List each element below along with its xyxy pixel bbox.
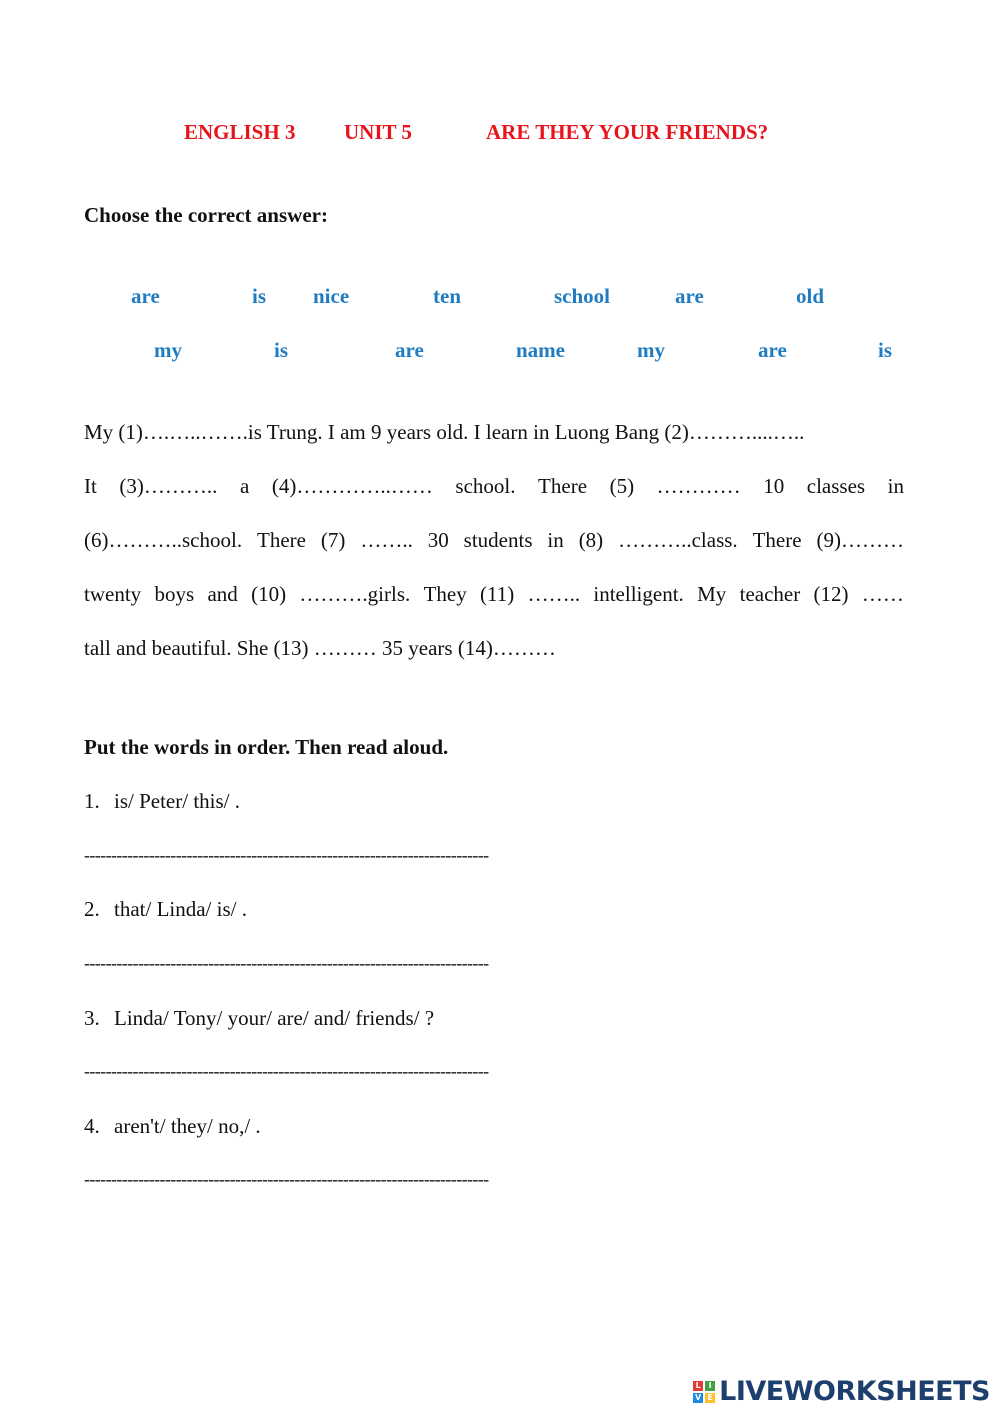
paragraph-word: (10) xyxy=(251,582,287,606)
paragraph-word: twenty xyxy=(84,582,142,606)
item-words: is/ Peter/ this/ . xyxy=(114,789,240,813)
word-bank-word: are xyxy=(395,338,424,362)
paragraph-word: in xyxy=(887,474,904,498)
logo-text: LIVEWORKSHEETS xyxy=(719,1376,990,1407)
word-bank-word: nice xyxy=(313,284,350,308)
liveworksheets-logo-icon xyxy=(693,1381,715,1403)
paragraph-word: There xyxy=(257,528,306,552)
paragraph-word: (12) xyxy=(813,582,849,606)
word-bank-word: name xyxy=(516,338,565,362)
paragraph-word: ………… xyxy=(656,474,741,498)
paragraph-word: students xyxy=(463,528,533,552)
word-bank-word: is xyxy=(878,338,893,362)
word-bank-word: ten xyxy=(433,284,461,308)
answer-line[interactable]: --------------------------------------------------------------------------- xyxy=(84,1061,489,1081)
paragraph-word: (5) xyxy=(609,474,635,498)
paragraph-word: …….. xyxy=(527,582,581,606)
paragraph-word: school. xyxy=(455,474,516,498)
paragraph-word: They xyxy=(423,582,467,606)
logo-square-icon: L xyxy=(693,1381,703,1391)
answer-line[interactable]: --------------------------------------------------------------------------- xyxy=(84,845,489,865)
paragraph-word: 30 xyxy=(427,528,449,552)
paragraph-word: (6)………..school. xyxy=(84,528,243,552)
unit-title: UNIT 5 xyxy=(344,120,412,144)
paragraph-word: classes xyxy=(806,474,866,498)
word-bank-word: my xyxy=(154,338,182,362)
order-item xyxy=(84,897,247,922)
word-bank-word: are xyxy=(131,284,160,308)
paragraph-word: (4)…………..…… xyxy=(271,474,433,498)
paragraph-word: It xyxy=(84,474,97,498)
paragraph-word: ……….girls. xyxy=(299,582,411,606)
paragraph-word: My xyxy=(697,582,727,606)
paragraph-word: teacher xyxy=(739,582,801,606)
paragraph-word: and xyxy=(207,582,238,606)
item-words: that/ Linda/ is/ . xyxy=(114,897,247,921)
word-bank-word: is xyxy=(252,284,267,308)
word-bank-word: are xyxy=(758,338,787,362)
paragraph-word: (11) xyxy=(480,582,515,606)
paragraph-word: in xyxy=(547,528,564,552)
item-number: 2. xyxy=(84,897,100,921)
logo-square-icon: V xyxy=(695,1392,702,1402)
answer-line[interactable]: --------------------------------------------------------------------------- xyxy=(84,1169,489,1189)
liveworksheets-logo xyxy=(693,1376,990,1407)
item-number: 4. xyxy=(84,1114,100,1138)
logo-square-icon: I xyxy=(705,1381,715,1391)
paragraph-word: (3)……….. xyxy=(119,474,218,498)
paragraph-word: My (1)….…..…….is Trung. I am 9 years old. I learn in Luong Bang (2)………....….. xyxy=(84,420,805,444)
paragraph-line xyxy=(84,472,904,500)
section2-heading: Put the words in order. Then read aloud. xyxy=(84,735,449,759)
word-bank-word: old xyxy=(796,284,825,308)
logo-square-icon: E xyxy=(705,1393,715,1403)
answer-line[interactable]: --------------------------------------------------------------------------- xyxy=(84,953,489,973)
order-item xyxy=(84,789,240,814)
paragraph-word: There xyxy=(538,474,588,498)
paragraph-word: intelligent. xyxy=(593,582,684,606)
paragraph-line xyxy=(84,634,904,662)
paragraph-word: ………..class. xyxy=(618,528,738,552)
paragraph-word: 10 xyxy=(763,474,785,498)
paragraph-line xyxy=(84,580,904,608)
word-bank-word: school xyxy=(554,284,611,308)
paragraph-line xyxy=(84,418,904,446)
paragraph-word: (8) xyxy=(578,528,604,552)
order-item xyxy=(84,1114,261,1139)
word-bank-word: is xyxy=(274,338,289,362)
item-words: aren't/ they/ no,/ . xyxy=(114,1114,261,1138)
course-title: ENGLISH 3 xyxy=(184,120,296,144)
paragraph-word: a xyxy=(239,474,250,498)
section1-heading: Choose the correct answer: xyxy=(84,203,328,227)
item-number: 3. xyxy=(84,1006,100,1030)
item-words: Linda/ Tony/ your/ are/ and/ friends/ ? xyxy=(114,1006,435,1030)
lesson-title: ARE THEY YOUR FRIENDS? xyxy=(486,120,769,144)
paragraph-word: …… xyxy=(861,582,904,606)
paragraph-word: There xyxy=(752,528,802,552)
paragraph-line xyxy=(84,526,904,554)
word-bank-word: are xyxy=(675,284,704,308)
paragraph-word: (9)……… xyxy=(816,528,904,552)
paragraph-word: …….. xyxy=(360,528,413,552)
paragraph-word: (7) xyxy=(320,528,346,552)
item-number: 1. xyxy=(84,789,100,813)
order-item xyxy=(84,1006,434,1031)
word-bank-word: my xyxy=(637,338,665,362)
paragraph-word: boys xyxy=(154,582,195,606)
paragraph-word: tall and beautiful. She (13) ……… 35 years (14)……… xyxy=(84,636,556,660)
